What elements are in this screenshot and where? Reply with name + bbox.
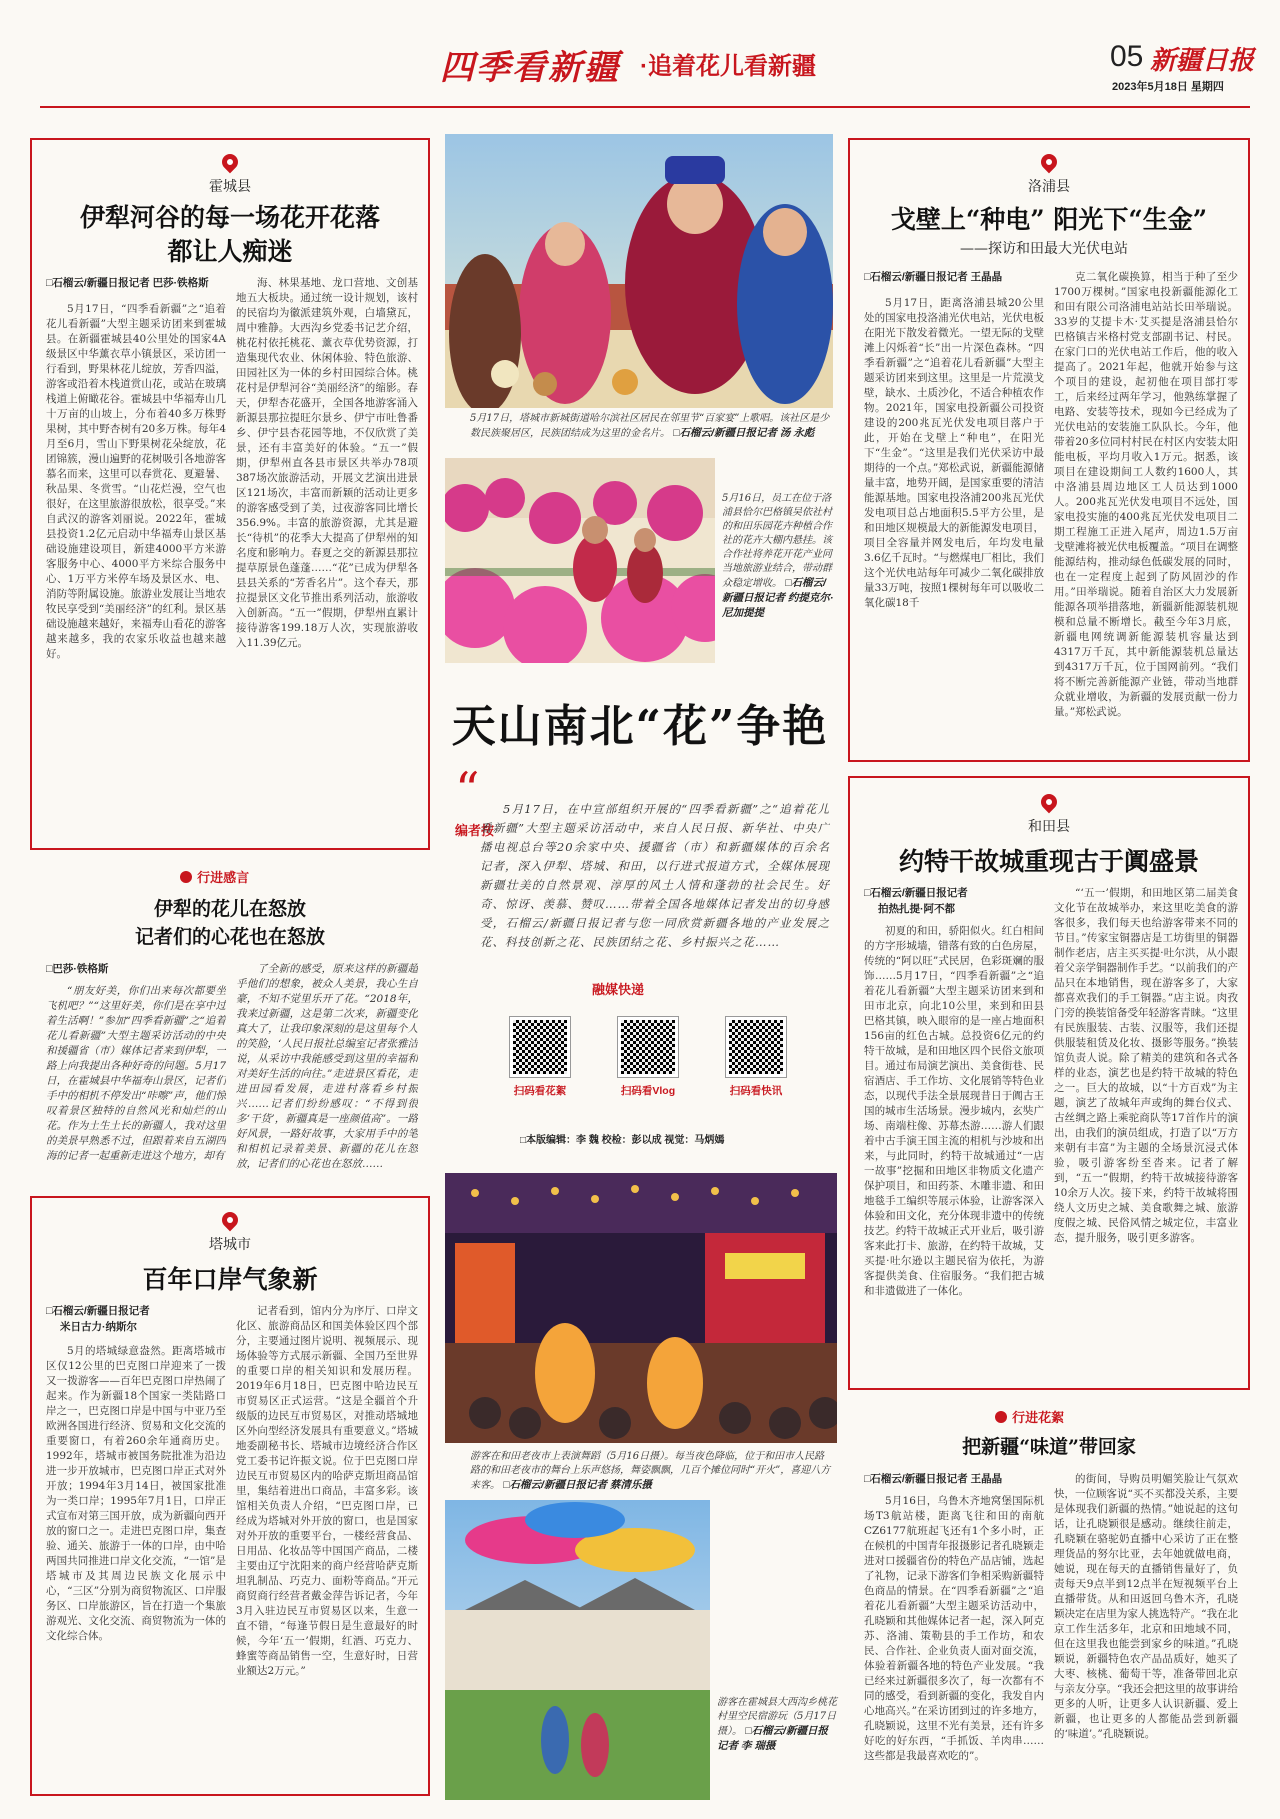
article-headline: 戈壁上“种电” 阳光下“生金” [890, 205, 1208, 234]
county-name: 霍城县 [209, 179, 251, 195]
photo-homestay [445, 1500, 710, 1800]
byline: □石榴云/新疆日报记者 王晶晶 [864, 1473, 1003, 1485]
article-body-col1: 5月17日，距离洛浦县城20公里处的国家电投洛浦光伏电站，光伏电板在阳光下散发着微光。一望无际的戈壁滩上闪烁着“长”出一片深色森林。“四季看新疆”之“追着花儿看新疆”大型主题采访团来到这里。这里是一片荒漠戈壁，缺水、土质沙化，不适合种植农作物。2021年，国家电投新疆公司投资建设的200兆瓦光伏发电项目落户于此，开始在戈壁上“种电”，在阳光下“生金”。“这里是我们光伏采访中最期待的一个点。”郑松武说，新疆能源储量丰富，地势开阔，是国家重要的清洁能源基地。国家电投洛浦200兆瓦光伏发电项目总占地面积5.5平方公里，是和田地区规模最大的新能源发电项目，项目全容量并网发电后，年均发电量3.6亿千瓦时。“与燃煤电厂相比，我们这个光伏电站每年可减少二氧化碳排放量33万吨，按照1棵树每年可以吸收二氧化碳18千 [864, 297, 1044, 609]
photo-caption: 游客在和田老夜市上表演舞蹈（5月16日摄）。每当夜色降临，位于和田市人民路路的和田老夜市的舞台上乐声悠扬，舞姿飘飘，几百个摊位同时“开火”，喜迎八方来客。 □石榴云/新疆日报记者 蔡清乐摄 [470, 1451, 831, 1491]
qr-code-icon[interactable] [510, 1017, 570, 1077]
article-body-col2: 记者看到，馆内分为序厅、口岸文化区、旅游商品区和国美体验区四个部分，主要通过图片说明、视频展示、现场体验等方式展示新疆、全国乃至世界的重要口岸的相关知识和发展历程。2019年6月18日，巴克图中哈边民互市贸易区正式运营。“这是全疆首个升级版的边民互市贸易区，对推动塔城地区外向型经济发展具有重要意义。”塔城地委副秘书长、塔城市边境经济合作区党工委书记许振文说。位于巴克图口岸边民互市贸易区内的哈萨克斯坦商品馆里，集结着进出口商品，丰富多彩。该馆相关负责人介绍，“巴克图口岸，已经成为塔城对外开放的窗口，也是国家对外开放的重要平台，一楼经营食品、日用品、化妆品等中国国产商品，二楼主要由辽宁沈阳来的商户经营哈萨克斯坦乳制品、巧克力、面粉等商品。”开元商贸商行经营者戴金萍告诉记者，今年3月入驻边民互市贸易区以来，生意一直不错，“每逢节假日是生意最好的时候，今年‘五一’假期，红酒、巧克力、蜂蜜等商品销售一空，生意好时，日营业额达2万元。” [236, 1305, 418, 1677]
byline: □巴莎·铁格斯 [46, 963, 109, 975]
article-body-col1: 5月16日，乌鲁木齐地窝堡国际机场T3航站楼，距离飞往和田的南航CZ6177航班起飞还有1个多小时，正在候机的中国青年报摄影记者孔晓颖走进对口援疆省份的特色产品店铺，选起了礼物，记录下游客们争相采购新疆特色商品的情景。在“四季看新疆”之“追着花儿看新疆”大型主题采访活动中，孔晓颖和其他媒体记者一起，深入阿克苏、洛浦、策勒县的手工作坊，和农民、合作社、企业负责人面对面交流，体验着新疆各地的特色产业发展。“我已经来过新疆很多次了，每一次都有不同的感受，看到新疆的变化，我发自内心地高兴。”在采访团到过的许多地方，孔晓颖说，这里不光有美景，还有许多好吃的好东西，“手抓饭、羊肉串……这些都是我最喜欢吃的”。 [864, 1495, 1044, 1762]
county-name: 和田县 [1028, 819, 1070, 835]
qr-label: 扫码看花絮 [513, 1085, 567, 1097]
banner-subtitle: ·追着花儿看新疆 [640, 53, 816, 80]
pin-icon [180, 871, 192, 883]
photo-greenhouse-image [445, 458, 715, 663]
county-name: 塔城市 [209, 1237, 251, 1253]
qr-code-icon[interactable] [726, 1017, 786, 1077]
article-headline: 约特干故城重现古于阗盛景 [898, 847, 1199, 876]
section-tag: 行进感言 [197, 870, 250, 885]
paper-name-logo: 新疆日报 [1150, 46, 1255, 76]
photo-caption: 5月16日，员工在位于洛浦县恰尔巴格镇吴依社村的和田乐园花卉种植合作社的花卉大棚内悬挂。该合作社将养花开花产业同当地旅游业结合，带动群众稳定增收。 □石榴云/新疆日报记者 约提克尔·尼加提提 [722, 493, 834, 619]
issue-date: 2023年5月18日 星期四 [1112, 81, 1224, 93]
photo-banquet [445, 134, 833, 408]
article-headline: 伊犁河谷的每一场花开花落 [79, 203, 380, 232]
article-body-col2: 海、林果基地、龙口营地、文创基地五大板块。通过统一设计规划，该村的民宿均为徽派建筑外观，白墙黛瓦，周中雅静。大西沟乡党委书记艺介绍，桃花村依托桃花、薰衣草优势资源，打造集现代农业、休闲体验、特色旅游、田园社区为一体的乡村田园综合体。桃花村是伊犁河谷“美丽经济”的缩影。春天，伊犁杏花盛开，全国各地游客涌入新源县那拉提旺尔景乡、伊宁市吐鲁番乡、伊宁县杏花园等地，不仅欣赏了美景，还有丰富美好的体验。“五一”假期，伊犁州直各县市景区共举办78项387场次旅游活动，开展文艺演出进景区121场次，丰富而新颖的活动让更多的游客感受到了美，过夜游客同比增长356.9%。丰富的旅游资源，尤其是避长“待机”的花季大大提高了伊犁州的知名度和影响力。春夏之交的新源县那拉提草原景色蓬蓬……“花”已成为伊犁各县县关系的“芳香名片”。这个春天，那拉提景区文化节推出系列活动，旅游收入创新高。“五一”假期，伊犁州直累计接待游客199.18万人次，实现旅游收入11.39亿元。 [236, 277, 418, 649]
byline: □石榴云/新疆日报记者 王晶晶 [864, 271, 1003, 283]
banner-title: 四季看新疆 [440, 48, 620, 88]
byline: □石榴云/新疆日报记者 [46, 1305, 150, 1317]
article-headline-line2: 都让人痴迷 [167, 237, 293, 266]
article-body-col1: “朋友好美，你们出来每次都要坐飞机吧？”“这里好美，你们是在享中过着生活啊！”参加“四季看新疆”之“追着花儿看新疆”大型主题采访活动的中央和援疆省（市）媒体记者来到伊犁，一路上向我提出各种好奇的问题。5月17日，在霍城县中华福寿山景区，记者们手中的相机不停发出“咔嚓”声，他们惊叹着景区独特的自然风光和灿烂的山花。作为土生土长的新疆人，我对这里的美景早熟悉不过，但跟着来自五湖四海的记者一起重新走进这个地方，却有 [46, 985, 226, 1162]
photo-caption: 游客在霍城县大西沟乡桃花村里空民宿游玩（5月17日摄）。 □石榴云/新疆日报记者 李 瑞摄 [717, 1697, 837, 1752]
article-headline: 百年口岸气象新 [142, 1265, 318, 1294]
article-headline-line2: 记者们的心花也在怒放 [134, 926, 325, 948]
article-body-col2: “‘五一’假期，和田地区第二届美食文化节在故城举办，来这里吃美食的游客很多，我们每天也给游客带来不同的节目。”传家宝铜器店是工坊街里的铜器制作老店，店主买买提·吐尔洪，从小跟着父亲学铜器制作手艺。“以前我们的产品只在本地销售，现在游客多了，大家都喜欢我们的手工铜器。”店主说。肉孜门旁的换装馆备受年轻游客青睐。“这里有民族服装、古装、汉服等，我们还提供服装租赁及化妆、摄影等服务。”换装馆负责人说。除了精美的建筑和各式各样的业态，演艺也是约特干故城的特色之一。巨大的故城，以“十方百戏”为主题，演艺了故城年声或绚的舞台仪式、古丝绸之路上乘驼商队等17首作片的演出，由我们的演员组成，打造了以“万方来朝有丰富”为主题的全场景沉浸式体验，吸引游客纷至沓来。记者了解到，“五一”假期，约特干故城接待游客10余万人次。接下来，约特干故城将围绕人文历史之城、美食歌舞之城、旅游度假之城、民俗风情之城定位，丰富业态，提升服务，吸引更多游客。 [1054, 887, 1238, 1244]
byline: □石榴云/新疆日报记者 巴莎·铁格斯 [46, 277, 209, 289]
byline-name: 拍热扎提·阿不都 [878, 903, 955, 915]
county-name: 洛浦县 [1028, 179, 1070, 195]
media-label: 融媒快递 [592, 982, 645, 997]
page-number: 05 [1110, 40, 1144, 73]
byline-name: 米日古力·纳斯尔 [60, 1321, 137, 1333]
article-body-col2: 了全新的感受，原来这样的新疆超乎他们的想象，被众人美景，我心生自豪，不知不觉里乐开了花。“2018年，我来过新疆，这是第二次来，新疆变化真大了，让我印象深刻的是这里每个人的笑脸，‘人民日报社总编室记者张雅洁说，从采访中我能感受到这里的幸福和对美好生活的向往。”走进景区看花，走进田园看发展，走进村落看乡村振兴……记者们纷纷感叹：“不得到很多‘干货’，新疆真是一座颜值高”。一路好风景，一路好故事，大家用手中的笔和相机记录着美景、新疆的花儿在怒放，记者们的心花也在怒放…… [236, 963, 418, 1170]
article-subtitle: ——探访和田最大光伏电站 [960, 241, 1128, 257]
quote-mark-icon: “ [455, 762, 480, 818]
qr-label: 扫码看Vlog [620, 1085, 676, 1097]
media-section [460, 975, 830, 1135]
page-main-headline: 天山南北“花”争艳 [451, 701, 829, 752]
photo-night-market-image [445, 1173, 837, 1443]
qr-label: 扫码看快讯 [729, 1085, 783, 1097]
taste-tag [995, 1406, 1064, 1426]
photo-greenhouse [445, 458, 715, 663]
article-body-col1: 5月17日，“四季看新疆”之“追着花儿看新疆”大型主题采访团来到霍城县。在新疆霍城县40公里处的国家4A级景区中华薰衣草小镇景区，采访团一行看到，野果林花儿绽放，芳香四溢，游客或沿着木栈道赏山花，或站在玻璃栈道上俯瞰花谷。霍城县中华福寿山几十万亩的山坡上，分布着40多万株野果树，其中野杏树有20多万株。每年4月至6月，雪山下野果树花朵绽放，花团锦簇，漫山遍野的花树吸引各地游客慕名而来，这里可以春赏花、夏避暑、秋品果、冬赏雪。“山花烂漫，空气也很好，在这里旅游很放松，很享受。”来自武汉的游客刘丽说。2022年，霍城县投资1.2亿元启动中华福寿山景区基础设施建设项目，新建4000平方米游客服务中心、4000平方米综合服务中心、1万平方米停车场及景区水、电、消防等附属设施。旅游业发展让当地农牧民享受到“美丽经济”的红利。景区基础设施越来越好，来福寿山看花的游客越来越多，我的农家乐收益也越来越好。 [46, 303, 226, 660]
masthead [0, 0, 1280, 110]
pin-icon [995, 1411, 1007, 1423]
page-editors: □本版编辑：李 魏 校检：彭以成 视觉：马炳嫣 [520, 1135, 725, 1146]
section-tag: 行进花絮 [1012, 1410, 1065, 1425]
editor-note-text: 5月17日，在中宣部组织开展的“四季看新疆”之“追着花儿看新疆”大型主题采访活动中，来自人民日报、新华社、中央广播电视总台等20余家中央、援疆省（市）和新疆媒体的百余名记者，深入伊犁、塔城、和田，以行进式报道方式，全媒体展现新疆壮美的自然景观、淳厚的风土人情和蓬勃的社会民生。好奇、惊讶、羡慕、赞叹……带着全国各地媒体记者发出的切身感受，石榴云/新疆日报记者与您一同欣赏新疆各地的产业发展之花、科技创新之花、民族团结之花、乡村振兴之花…… [480, 802, 830, 949]
photo-night-market [445, 1173, 837, 1443]
article-headline: 伊犁的花儿在怒放 [153, 898, 306, 920]
byline: □石榴云/新疆日报记者 [864, 887, 968, 899]
photo-homestay-image [445, 1500, 710, 1800]
photo-caption: 5月17日，塔城市新城街道哈尔滨社区居民在邻里节“百家宴”上歌唱。该社区是少数民族聚居区，民族团结成为这里的金名片。 □石榴云/新疆日报记者 汤 永彪 [470, 413, 830, 439]
qr-code-icon[interactable] [618, 1017, 678, 1077]
editor-note-label: 编者按 [455, 824, 495, 839]
article-headline: 把新疆“味道”带回家 [962, 1436, 1136, 1458]
article-body-col2: 的街间，导购员明媚笑脸让气氛欢快，一位顾客说“买不买都没关系，主要是体现我们新疆的热情。”她说起的这句话，让孔晓颖很是感动。继续往前走，孔晓颖在骆驼奶直播中心采访了正在整理货品的努尔比亚，去年她就做电商，她说，现在每天的直播销售量好了，负责每天9点半到12点半在短视频平台上直播带货。从和田返回乌鲁木齐，孔晓颖决定在店里为家人挑选特产。“我在北京工作生活多年，北京和田地域不同，但在这里我也能尝到家乡的味道。”孔晓颖说，新疆特色农产品品质好，她买了大枣、核桃、葡萄干等，准备带回北京与亲友分享。“我还会把这里的故事讲给更多的人听，让更多人认识新疆、爱上新疆，也让更多的人都能品尝到新疆的‘味道’。”孔晓颖说。 [1054, 1473, 1238, 1740]
feeling-tag [180, 866, 249, 886]
article-body-col1: 初夏的和田，骄阳似火。红白相间的方字形城墙，错落有致的白色房屋，传统的“阿以旺”式民居，色彩斑斓的服饰……5月17日，“四季看新疆”之“追着花儿看新疆”大型主题采访团来到和田市北京，向北10公里，来到和田县巴格其镇，映入眼帘的是一座占地面积156亩的红色古城。总投资6亿元的约特干故城，是和田地区四个民俗文旅项目。通过布局演艺演出、美食街巷、民宿酒店、手工作坊、文化展销等特色业态，以现代手法全景展现昔日于阗古王国的城市生活场景。漫步城内，玄奘广场、南端柱像、苏幕杰游……游人们跟着中古手演王国主流的相机与沙坡和出来，与此同时，约特干故城通过“一店一故事”挖掘和田地区非物质文化遗产保护项目，和田药茶、木雕非遗、和田地毯手工编织等展示体验，让游客深入体验和田文化，充分体现非遗中的传统技艺。约特干故城正式开业后，吸引游客来此打卡、旅游，在约特干故城，艾买提·吐尔逊以主题民宿为依托，为游客提供美食、住宿服务。“我们把古城和非遗做进了一体化。 [864, 925, 1044, 1297]
masthead-rule [40, 106, 1250, 108]
article-body-col1: 5月的塔城绿意盎然。距离塔城市区仅12公里的巴克图口岸迎来了一拨又一拨游客——百年巴克图口岸热闹了起来。作为新疆18个国家一类陆路口岸之一，巴克图口岸是中国与中亚乃至欧洲各国进行经济、贸易和文化交流的重要窗口，有着260余年通商历史。1992年，塔城市被国务院批准为沿边进一步开放城市，巴克图口岸正式对外开放；1994年3月14日，被国家批准为一类口岸；1995年7月1日，口岸正式宣布对第三国开放，成为新疆向西开放的窗口之一。走进巴克图口岸，集查验、通关、旅游于一体的口岸，由中哈两国共同推进口岸文化交流，“一馆”是塔城市及其周边民族文化展示中心，“三区”分别为商贸物流区、口岸服务区、口岸旅游区，旨在打造一个集旅游观光、文化交流、商贸物流为一体的文化综合体。 [46, 1345, 226, 1642]
photo-banquet-image [445, 134, 833, 408]
article-body-col2: 克二氧化碳换算，相当于种了至少1700万棵树。”国家电投新疆能源化工和田有限公司洛浦电站站长田举瑞说。33岁的艾提卡木·艾买提是洛浦县恰尔巴格镇吉米格村党支部副书记、村民。在家门口的光伏电站工作后，他的收入提高了。2021年起，他就开始参与这个项目的建设，起初他在项目部打零工，后来经过两年学习，他熟练掌握了电路、安装等技术，现如今已经成为了光伏电站的安装施工队队长。今年，他带着20多位同村村民在村区内安装太阳能电板，平均月收入1万元。据悉，该项目在建设期间工人数约1600人，其中洛浦县周边地区工人员达到1000人。200兆瓦光伏发电项目不远处，国家电投实施的400兆瓦光伏发电项目二期工程施工正进入尾声，周边1.5万亩戈壁滩将被光伏电板覆盖。“项目在调整能源结构，推动绿色低碳发展的同时，也在一定程度上起到了防风固沙的作用。”田举瑞说。随着自治区大力发展新能源各项举措落地，新疆新能源装机规模和总量不断增长。截至今年3月底，新疆电网统调新能源装机容量达到4317万千瓦，其中新能源装机总量达到4317万千瓦，位于国网前列。“我们将不断完善新能源产业链，带动当地群众就业增收，为新疆的发展贡献一份力量。”郑松武说。 [1054, 271, 1238, 718]
